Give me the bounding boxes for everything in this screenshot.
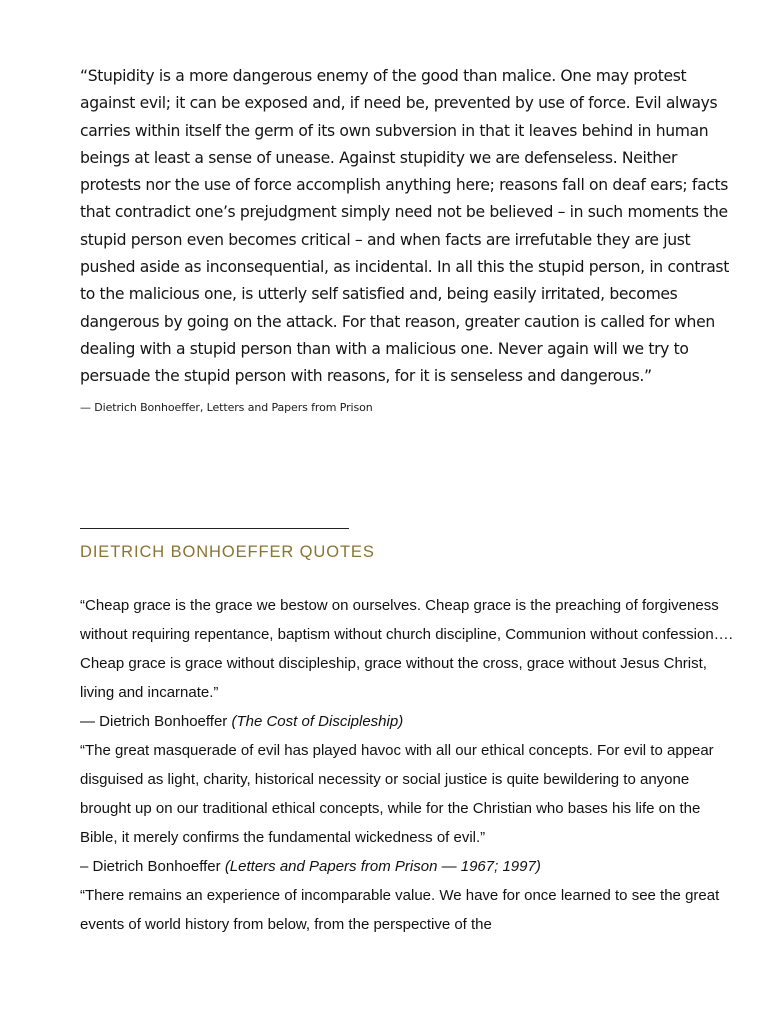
quotes-list bbox=[80, 591, 740, 939]
featured-quote-block bbox=[80, 63, 730, 415]
section-heading: DIETRICH BONHOEFFER QUOTES bbox=[80, 543, 375, 561]
quote-text: “The great masquerade of evil has played havoc with all our ethical concepts. For evil to appear disguised as light, charity, historical necessity or social justice is quite bewildering to anyone brought up on our traditional ethical concepts, while for the Christian who bases his life on the Bible, it merely confirms the fundamental wickedness of evil.” bbox=[80, 742, 714, 846]
quote-text: “There remains an experience of incomparable value. We have for once learned to see the great events of world history from below, from the perspective of the bbox=[80, 887, 720, 933]
quote-author: — Dietrich Bonhoeffer bbox=[80, 713, 232, 730]
featured-quote-text: “Stupidity is a more dangerous enemy of the good than malice. One may protest against evil; it can be exposed and, if need be, prevented by use of force. Evil always carries within itself the germ of its own subversion in that it leaves behind in human beings at least a sense of unease. Against stupidity we are defenseless. Neither protests nor the use of force accomplish anything here; reasons fall on deaf ears; facts that contradict one’s prejudgment simply need not be believed – in such moments the stupid person even becomes critical – and when facts are irrefutable they are just pushed aside as inconsequential, as incidental. In all this the stupid person, in contrast to the malicious one, is utterly self satisfied and, being easily irritated, becomes dangerous by going on the attack. For that reason, greater caution is called for when dealing with a stupid person than with a malicious one. Never again will we try to persuade the stupid person with reasons, for it is senseless and dangerous.” bbox=[80, 67, 729, 386]
quote-text: “Cheap grace is the grace we bestow on ourselves. Cheap grace is the preaching of forgiveness without requiring repentance, baptism without church discipline, Communion without confession…. Cheap grace is grace without discipleship, grace without the cross, grace without Jesus Christ, living and incarnate.” bbox=[80, 597, 733, 701]
quote-attribution bbox=[80, 852, 740, 881]
quote-author: – Dietrich Bonhoeffer bbox=[80, 858, 225, 875]
featured-quote-attribution: — Dietrich Bonhoeffer, Letters and Papers from Prison bbox=[80, 400, 373, 414]
section-divider bbox=[80, 528, 349, 529]
quote-source-title: (Letters and Papers from Prison — 1967; 1997) bbox=[224, 858, 541, 875]
quote-attribution bbox=[80, 707, 740, 736]
quote-source-title: (The Cost of Discipleship) bbox=[231, 713, 404, 730]
